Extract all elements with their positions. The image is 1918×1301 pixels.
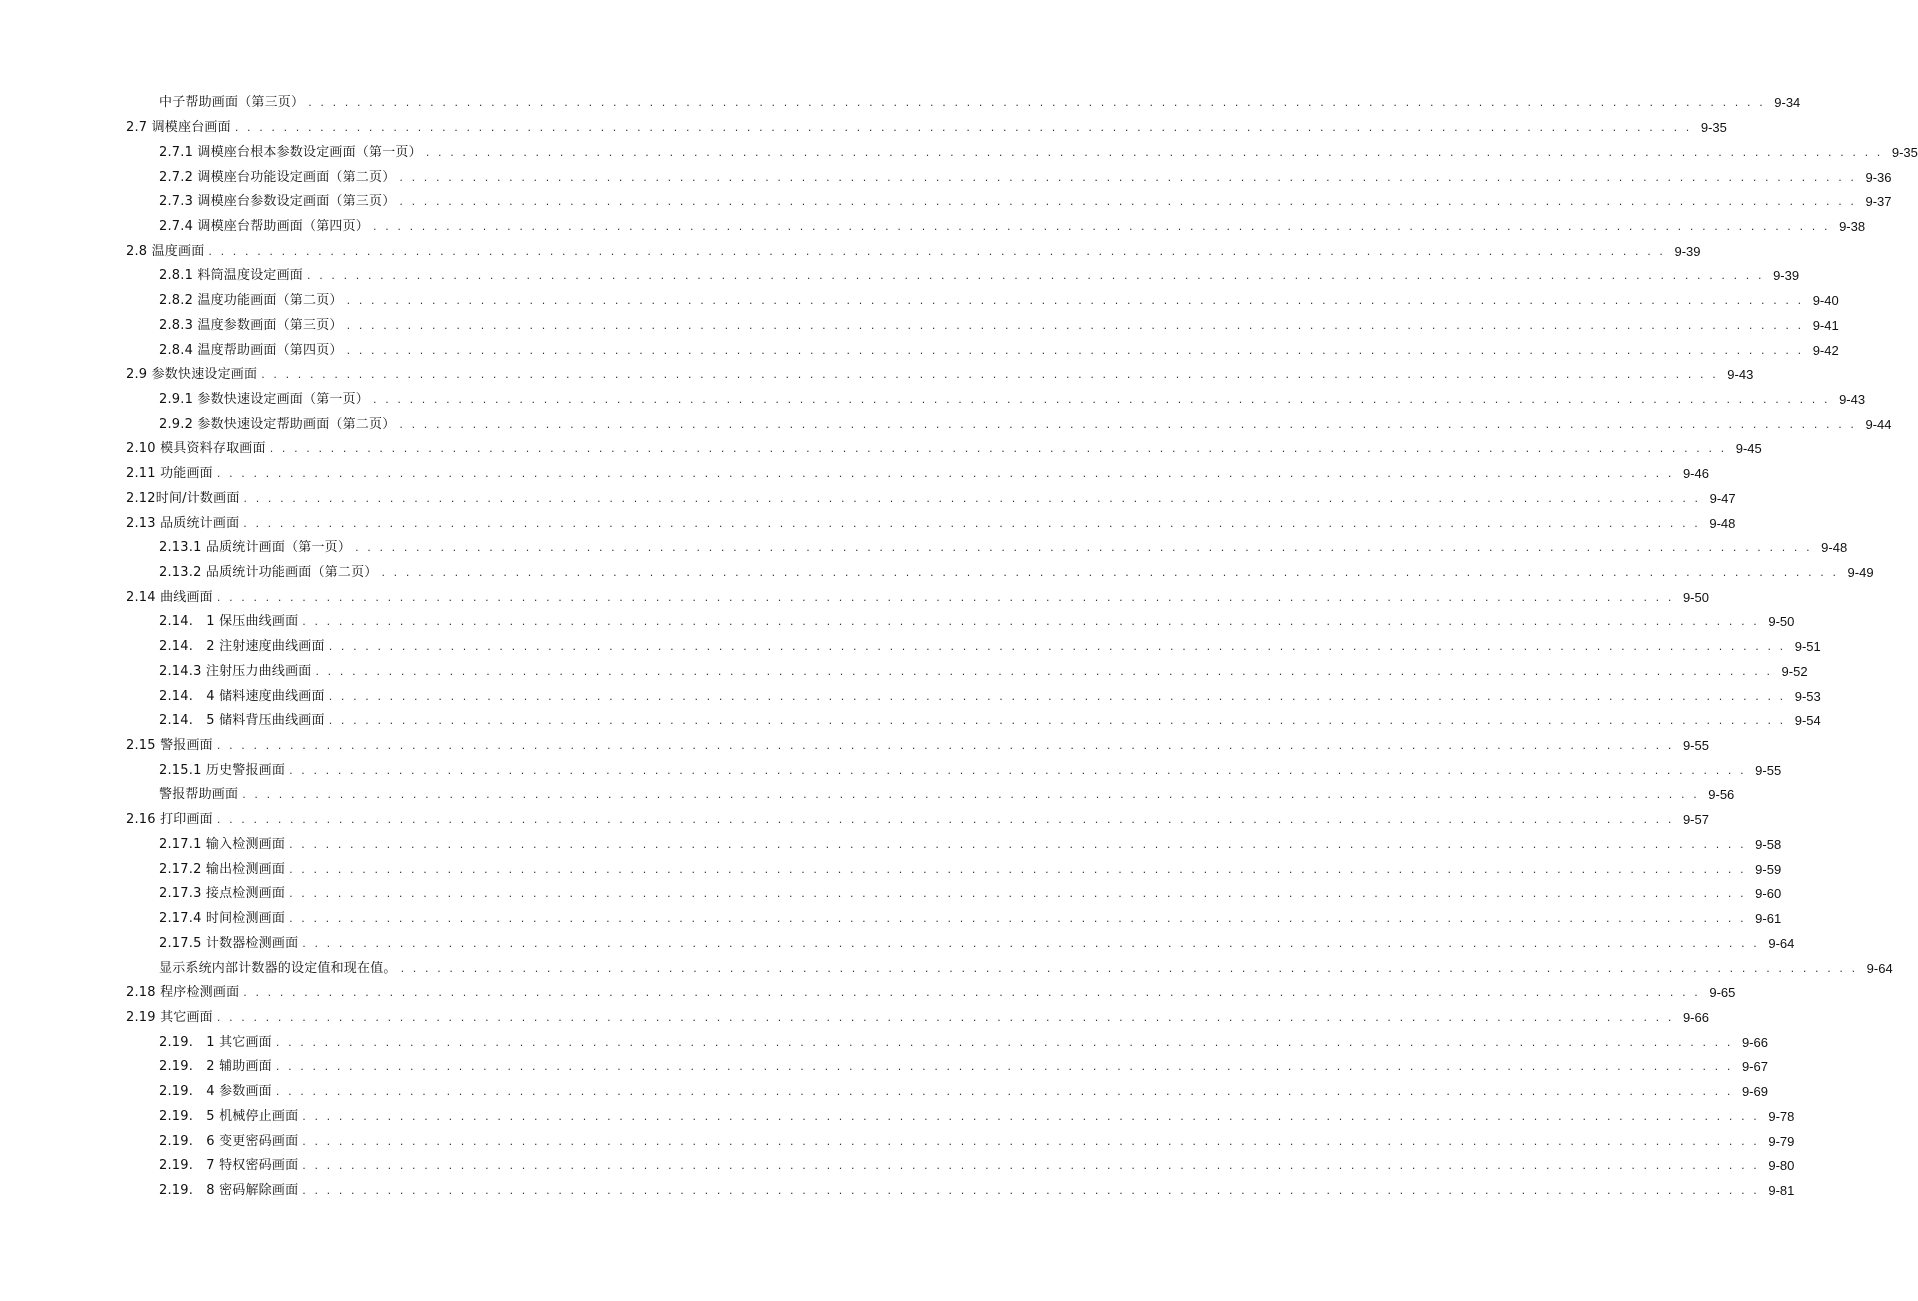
toc-entry[interactable] [0, 758, 1782, 783]
toc-entry-page-number: 9-65 [1709, 985, 1736, 1001]
toc-entry-title: 2.9.2 参数快速设定帮助画面（第二页） [159, 416, 396, 432]
toc-dot-leader: . . . . . . . . . . . . . . . . . . . . . . . . . . . . . . . . . . . . . . . . . . . . . . . . . . . . . . . . . . . . . . . . . . . . . . . . . . . . . . . . . . . . . . . . . . . . . . . . . . . . . . . . . . . . . . . . . . . . . . . . [302, 1134, 1760, 1148]
toc-entry-title: 2.19. 8 密码解除画面 [159, 1182, 299, 1198]
toc-entry-page-number: 9-69 [1741, 1084, 1768, 1100]
toc-entry-page-number: 9-66 [1741, 1034, 1768, 1050]
toc-entry-title: 2.15 警报画面 [126, 738, 213, 754]
toc-entry-page-number: 9-53 [1794, 688, 1821, 704]
toc-entry-title: 2.8 温度画面 [126, 243, 205, 259]
toc-entry[interactable] [0, 1179, 1795, 1204]
toc-entry-title: 2.17.2 输出检测画面 [159, 861, 286, 877]
toc-entry-page-number: 9-54 [1794, 713, 1821, 729]
toc-dot-leader: . . . . . . . . . . . . . . . . . . . . . . . . . . . . . . . . . . . . . . . . . . . . . . . . . . . . . . . . . . . . . . . . . . . . . . . . . . . . . . . . . . . . . . . . . . . . . . . . . . . . . . . . . . . . . . . . . . . . . . . . [208, 244, 1666, 258]
toc-dot-leader: . . . . . . . . . . . . . . . . . . . . . . . . . . . . . . . . . . . . . . . . . . . . . . . . . . . . . . . . . . . . . . . . . . . . . . . . . . . . . . . . . . . . . . . . . . . . . . . . . . . . . . . . . . . . . . . . . . . . . . . . [328, 689, 1786, 703]
toc-dot-leader: . . . . . . . . . . . . . . . . . . . . . . . . . . . . . . . . . . . . . . . . . . . . . . . . . . . . . . . . . . . . . . . . . . . . . . . . . . . . . . . . . . . . . . . . . . . . . . . . . . . . . . . . . . . . . . . . . . . . . . . . [289, 763, 1747, 777]
toc-entry[interactable] [0, 511, 1736, 536]
toc-entry[interactable] [0, 684, 1821, 709]
toc-dot-leader: . . . . . . . . . . . . . . . . . . . . . . . . . . . . . . . . . . . . . . . . . . . . . . . . . . . . . . . . . . . . . . . . . . . . . . . . . . . . . . . . . . . . . . . . . . . . . . . . . . . . . . . . . . . . . . . . . . . . . . . . [242, 788, 1700, 802]
toc-entry[interactable] [0, 165, 1892, 190]
toc-entry-page-number: 9-58 [1755, 836, 1782, 852]
toc-entry[interactable] [0, 734, 1709, 759]
toc-entry-title: 2.9.1 参数快速设定画面（第一页） [159, 391, 370, 407]
toc-entry-page-number: 9-39 [1773, 268, 1800, 284]
toc-entry-title: 2.19. 5 机械停止画面 [159, 1108, 299, 1124]
toc-entry-title: 2.17.3 接点检测画面 [159, 886, 286, 902]
toc-entry-title: 2.16 打印画面 [126, 812, 213, 828]
toc-entry-page-number: 9-61 [1755, 911, 1782, 927]
toc-entry-page-number: 9-35 [1700, 120, 1727, 136]
toc-dot-leader: . . . . . . . . . . . . . . . . . . . . . . . . . . . . . . . . . . . . . . . . . . . . . . . . . . . . . . . . . . . . . . . . . . . . . . . . . . . . . . . . . . . . . . . . . . . . . . . . . . . . . . . . . . . . . . . . . . . . . . . . [275, 1035, 1733, 1049]
toc-entry[interactable] [0, 487, 1736, 512]
toc-entry[interactable] [0, 956, 1893, 981]
toc-entry-page-number: 9-44 [1865, 416, 1892, 432]
toc-entry[interactable] [0, 857, 1782, 882]
toc-dot-leader: . . . . . . . . . . . . . . . . . . . . . . . . . . . . . . . . . . . . . . . . . . . . . . . . . . . . . . . . . . . . . . . . . . . . . . . . . . . . . . . . . . . . . . . . . . . . . . . . . . . . . . . . . . . . . . . . . . . . . . . . [307, 269, 1765, 283]
toc-entry-title: 2.17.5 计数器检测画面 [159, 935, 299, 951]
toc-entry-page-number: 9-43 [1727, 367, 1754, 383]
toc-entry-title: 中子帮助画面（第三页） [159, 95, 305, 111]
toc-dot-leader: . . . . . . . . . . . . . . . . . . . . . . . . . . . . . . . . . . . . . . . . . . . . . . . . . . . . . . . . . . . . . . . . . . . . . . . . . . . . . . . . . . . . . . . . . . . . . . . . . . . . . . . . . . . . . . . . . . . . . . . . [269, 442, 1727, 456]
toc-entry-title: 2.7.2 调模座台功能设定画面（第二页） [159, 169, 396, 185]
toc-entry[interactable] [0, 981, 1736, 1006]
toc-dot-leader: . . . . . . . . . . . . . . . . . . . . . . . . . . . . . . . . . . . . . . . . . . . . . . . . . . . . . . . . . . . . . . . . . . . . . . . . . . . . . . . . . . . . . . . . . . . . . . . . . . . . . . . . . . . . . . . . . . . . . . . . [328, 714, 1786, 728]
toc-entry-page-number: 9-64 [1768, 935, 1795, 951]
toc-entry-title: 2.7.1 调模座台根本参数设定画面（第一页） [159, 144, 422, 160]
toc-entry-title: 2.8.4 温度帮助画面（第四页） [159, 342, 343, 358]
toc-entry-title: 2.15.1 历史警报画面 [159, 762, 286, 778]
toc-entry-page-number: 9-80 [1768, 1158, 1795, 1174]
toc-entry-title: 2.19 其它画面 [126, 1009, 213, 1025]
toc-dot-leader: . . . . . . . . . . . . . . . . . . . . . . . . . . . . . . . . . . . . . . . . . . . . . . . . . . . . . . . . . . . . . . . . . . . . . . . . . . . . . . . . . . . . . . . . . . . . . . . . . . . . . . . . . . . . . . . . . . . . . . . . [425, 145, 1883, 159]
toc-entry-title: 2.19. 7 特权密码画面 [159, 1158, 299, 1174]
toc-entry-title: 2.19. 6 变更密码画面 [159, 1133, 299, 1149]
toc-entry[interactable] [0, 1104, 1795, 1129]
toc-dot-leader: . . . . . . . . . . . . . . . . . . . . . . . . . . . . . . . . . . . . . . . . . . . . . . . . . . . . . . . . . . . . . . . . . . . . . . . . . . . . . . . . . . . . . . . . . . . . . . . . . . . . . . . . . . . . . . . . . . . . . . . . [381, 566, 1839, 580]
toc-entry[interactable] [0, 412, 1892, 437]
toc-entry-title: 2.19. 2 辅助画面 [159, 1059, 272, 1075]
toc-entry-title: 2.13.2 品质统计功能画面（第二页） [159, 565, 378, 581]
toc-entry-title: 2.7 调模座台画面 [126, 120, 231, 136]
toc-entry-page-number: 9-81 [1768, 1182, 1795, 1198]
toc-entry[interactable] [0, 1055, 1768, 1080]
toc-entry-page-number: 9-37 [1865, 194, 1892, 210]
toc-entry[interactable] [0, 931, 1795, 956]
toc-dot-leader: . . . . . . . . . . . . . . . . . . . . . . . . . . . . . . . . . . . . . . . . . . . . . . . . . . . . . . . . . . . . . . . . . . . . . . . . . . . . . . . . . . . . . . . . . . . . . . . . . . . . . . . . . . . . . . . . . . . . . . . . [216, 813, 1674, 827]
toc-entry-page-number: 9-36 [1865, 169, 1892, 185]
toc-entry-title: 2.8.3 温度参数画面（第三页） [159, 317, 343, 333]
toc-dot-leader: . . . . . . . . . . . . . . . . . . . . . . . . . . . . . . . . . . . . . . . . . . . . . . . . . . . . . . . . . . . . . . . . . . . . . . . . . . . . . . . . . . . . . . . . . . . . . . . . . . . . . . . . . . . . . . . . . . . . . . . . [243, 516, 1701, 530]
toc-entry-page-number: 9-59 [1755, 861, 1782, 877]
toc-entry[interactable] [0, 660, 1808, 685]
toc-entry-page-number: 9-60 [1755, 886, 1782, 902]
toc-entry-title: 2.14. 2 注射速度曲线画面 [159, 639, 325, 655]
toc-entry-title: 2.13.1 品质统计画面（第一页） [159, 540, 352, 556]
toc-entry-title: 2.11 功能画面 [126, 466, 213, 482]
toc-dot-leader: . . . . . . . . . . . . . . . . . . . . . . . . . . . . . . . . . . . . . . . . . . . . . . . . . . . . . . . . . . . . . . . . . . . . . . . . . . . . . . . . . . . . . . . . . . . . . . . . . . . . . . . . . . . . . . . . . . . . . . . . [399, 417, 1857, 431]
toc-dot-leader: . . . . . . . . . . . . . . . . . . . . . . . . . . . . . . . . . . . . . . . . . . . . . . . . . . . . . . . . . . . . . . . . . . . . . . . . . . . . . . . . . . . . . . . . . . . . . . . . . . . . . . . . . . . . . . . . . . . . . . . . [216, 1010, 1674, 1024]
toc-entry[interactable] [0, 1030, 1768, 1055]
toc-entry-title: 2.17.1 输入检测画面 [159, 836, 286, 852]
toc-entry[interactable] [0, 1006, 1709, 1031]
toc-entry-page-number: 9-42 [1812, 342, 1839, 358]
toc-dot-leader: . . . . . . . . . . . . . . . . . . . . . . . . . . . . . . . . . . . . . . . . . . . . . . . . . . . . . . . . . . . . . . . . . . . . . . . . . . . . . . . . . . . . . . . . . . . . . . . . . . . . . . . . . . . . . . . . . . . . . . . . [289, 887, 1747, 901]
toc-entry[interactable] [0, 462, 1709, 487]
toc-dot-leader: . . . . . . . . . . . . . . . . . . . . . . . . . . . . . . . . . . . . . . . . . . . . . . . . . . . . . . . . . . . . . . . . . . . . . . . . . . . . . . . . . . . . . . . . . . . . . . . . . . . . . . . . . . . . . . . . . . . . . . . . [261, 368, 1719, 382]
toc-entry-title: 2.7.4 调模座台帮助画面（第四页） [159, 218, 370, 234]
toc-dot-leader: . . . . . . . . . . . . . . . . . . . . . . . . . . . . . . . . . . . . . . . . . . . . . . . . . . . . . . . . . . . . . . . . . . . . . . . . . . . . . . . . . . . . . . . . . . . . . . . . . . . . . . . . . . . . . . . . . . . . . . . . [243, 986, 1701, 1000]
toc-entry[interactable] [0, 388, 1866, 413]
toc-entry-page-number: 9-55 [1755, 762, 1782, 778]
toc-entry-page-number: 9-64 [1866, 960, 1893, 976]
toc-entry-title: 警报帮助画面 [159, 787, 239, 803]
toc-entry-title: 2.12时间/计数画面 [126, 490, 240, 506]
toc-entry[interactable] [0, 585, 1709, 610]
toc-dot-leader: . . . . . . . . . . . . . . . . . . . . . . . . . . . . . . . . . . . . . . . . . . . . . . . . . . . . . . . . . . . . . . . . . . . . . . . . . . . . . . . . . . . . . . . . . . . . . . . . . . . . . . . . . . . . . . . . . . . . . . . . [243, 491, 1701, 505]
toc-entry[interactable] [0, 239, 1701, 264]
toc-entry-title: 2.18 程序检测画面 [126, 985, 240, 1001]
toc-entry-title: 2.14. 1 保压曲线画面 [159, 614, 299, 630]
toc-entry[interactable] [0, 264, 1800, 289]
toc-entry-title: 2.19. 1 其它画面 [159, 1034, 272, 1050]
toc-entry-title: 2.13 品质统计画面 [126, 515, 240, 531]
toc-entry-page-number: 9-35 [1891, 144, 1918, 160]
toc-dot-leader: . . . . . . . . . . . . . . . . . . . . . . . . . . . . . . . . . . . . . . . . . . . . . . . . . . . . . . . . . . . . . . . . . . . . . . . . . . . . . . . . . . . . . . . . . . . . . . . . . . . . . . . . . . . . . . . . . . . . . . . . [302, 1109, 1760, 1123]
toc-entry[interactable] [0, 1154, 1795, 1179]
toc-entry-page-number: 9-78 [1768, 1108, 1795, 1124]
toc-entry-page-number: 9-46 [1682, 466, 1709, 482]
toc-entry-page-number: 9-38 [1839, 218, 1866, 234]
table-of-contents [0, 91, 1918, 1203]
toc-entry[interactable] [0, 363, 1754, 388]
toc-dot-leader: . . . . . . . . . . . . . . . . . . . . . . . . . . . . . . . . . . . . . . . . . . . . . . . . . . . . . . . . . . . . . . . . . . . . . . . . . . . . . . . . . . . . . . . . . . . . . . . . . . . . . . . . . . . . . . . . . . . . . . . . [289, 837, 1747, 851]
toc-dot-leader: . . . . . . . . . . . . . . . . . . . . . . . . . . . . . . . . . . . . . . . . . . . . . . . . . . . . . . . . . . . . . . . . . . . . . . . . . . . . . . . . . . . . . . . . . . . . . . . . . . . . . . . . . . . . . . . . . . . . . . . . [216, 467, 1674, 481]
toc-dot-leader: . . . . . . . . . . . . . . . . . . . . . . . . . . . . . . . . . . . . . . . . . . . . . . . . . . . . . . . . . . . . . . . . . . . . . . . . . . . . . . . . . . . . . . . . . . . . . . . . . . . . . . . . . . . . . . . . . . . . . . . . [373, 219, 1831, 233]
toc-entry-page-number: 9-66 [1682, 1009, 1709, 1025]
toc-entry[interactable] [0, 190, 1892, 215]
toc-dot-leader: . . . . . . . . . . . . . . . . . . . . . . . . . . . . . . . . . . . . . . . . . . . . . . . . . . . . . . . . . . . . . . . . . . . . . . . . . . . . . . . . . . . . . . . . . . . . . . . . . . . . . . . . . . . . . . . . . . . . . . . . [302, 615, 1760, 629]
toc-entry[interactable] [0, 91, 1801, 116]
toc-entry-title: 显示系统内部计数器的设定值和现在值。 [159, 960, 397, 976]
toc-dot-leader: . . . . . . . . . . . . . . . . . . . . . . . . . . . . . . . . . . . . . . . . . . . . . . . . . . . . . . . . . . . . . . . . . . . . . . . . . . . . . . . . . . . . . . . . . . . . . . . . . . . . . . . . . . . . . . . . . . . . . . . . [216, 739, 1674, 753]
toc-entry-page-number: 9-39 [1674, 243, 1701, 259]
toc-entry-page-number: 9-67 [1741, 1059, 1768, 1075]
toc-entry-page-number: 9-50 [1768, 614, 1795, 630]
toc-entry-page-number: 9-47 [1709, 490, 1736, 506]
toc-entry-page-number: 9-51 [1794, 639, 1821, 655]
toc-entry[interactable] [0, 313, 1839, 338]
toc-entry-title: 2.14 曲线画面 [126, 589, 213, 605]
toc-entry-title: 2.7.3 调模座台参数设定画面（第三页） [159, 194, 396, 210]
toc-entry-title: 2.19. 4 参数画面 [159, 1084, 272, 1100]
toc-entry[interactable] [0, 116, 1727, 141]
toc-entry[interactable] [0, 882, 1782, 907]
toc-entry-page-number: 9-50 [1682, 589, 1709, 605]
toc-dot-leader: . . . . . . . . . . . . . . . . . . . . . . . . . . . . . . . . . . . . . . . . . . . . . . . . . . . . . . . . . . . . . . . . . . . . . . . . . . . . . . . . . . . . . . . . . . . . . . . . . . . . . . . . . . . . . . . . . . . . . . . . [289, 862, 1747, 876]
toc-entry[interactable] [0, 635, 1821, 660]
toc-entry-title: 2.8.1 料筒温度设定画面 [159, 268, 304, 284]
toc-entry-page-number: 9-41 [1812, 317, 1839, 333]
toc-dot-leader: . . . . . . . . . . . . . . . . . . . . . . . . . . . . . . . . . . . . . . . . . . . . . . . . . . . . . . . . . . . . . . . . . . . . . . . . . . . . . . . . . . . . . . . . . . . . . . . . . . . . . . . . . . . . . . . . . . . . . . . . [308, 96, 1766, 110]
toc-entry[interactable] [0, 833, 1782, 858]
toc-dot-leader: . . . . . . . . . . . . . . . . . . . . . . . . . . . . . . . . . . . . . . . . . . . . . . . . . . . . . . . . . . . . . . . . . . . . . . . . . . . . . . . . . . . . . . . . . . . . . . . . . . . . . . . . . . . . . . . . . . . . . . . . [302, 936, 1760, 950]
toc-entry-page-number: 9-52 [1781, 663, 1808, 679]
toc-entry[interactable] [0, 907, 1782, 932]
toc-entry[interactable] [0, 289, 1839, 314]
toc-entry[interactable] [0, 215, 1866, 240]
toc-entry[interactable] [0, 536, 1848, 561]
toc-entry[interactable] [0, 1129, 1795, 1154]
toc-entry-title: 2.8.2 温度功能画面（第二页） [159, 293, 343, 309]
toc-entry-page-number: 9-79 [1768, 1133, 1795, 1149]
toc-dot-leader: . . . . . . . . . . . . . . . . . . . . . . . . . . . . . . . . . . . . . . . . . . . . . . . . . . . . . . . . . . . . . . . . . . . . . . . . . . . . . . . . . . . . . . . . . . . . . . . . . . . . . . . . . . . . . . . . . . . . . . . . [346, 343, 1804, 357]
toc-entry[interactable] [0, 561, 1874, 586]
toc-dot-leader: . . . . . . . . . . . . . . . . . . . . . . . . . . . . . . . . . . . . . . . . . . . . . . . . . . . . . . . . . . . . . . . . . . . . . . . . . . . . . . . . . . . . . . . . . . . . . . . . . . . . . . . . . . . . . . . . . . . . . . . . [275, 1085, 1733, 1099]
toc-entry-page-number: 9-57 [1682, 812, 1709, 828]
toc-dot-leader: . . . . . . . . . . . . . . . . . . . . . . . . . . . . . . . . . . . . . . . . . . . . . . . . . . . . . . . . . . . . . . . . . . . . . . . . . . . . . . . . . . . . . . . . . . . . . . . . . . . . . . . . . . . . . . . . . . . . . . . . [373, 392, 1831, 406]
toc-entry[interactable] [0, 808, 1709, 833]
toc-dot-leader: . . . . . . . . . . . . . . . . . . . . . . . . . . . . . . . . . . . . . . . . . . . . . . . . . . . . . . . . . . . . . . . . . . . . . . . . . . . . . . . . . . . . . . . . . . . . . . . . . . . . . . . . . . . . . . . . . . . . . . . . [399, 170, 1857, 184]
toc-entry-page-number: 9-48 [1709, 515, 1736, 531]
toc-dot-leader: . . . . . . . . . . . . . . . . . . . . . . . . . . . . . . . . . . . . . . . . . . . . . . . . . . . . . . . . . . . . . . . . . . . . . . . . . . . . . . . . . . . . . . . . . . . . . . . . . . . . . . . . . . . . . . . . . . . . . . . . [302, 1183, 1760, 1197]
toc-entry[interactable] [0, 783, 1735, 808]
toc-dot-leader: . . . . . . . . . . . . . . . . . . . . . . . . . . . . . . . . . . . . . . . . . . . . . . . . . . . . . . . . . . . . . . . . . . . . . . . . . . . . . . . . . . . . . . . . . . . . . . . . . . . . . . . . . . . . . . . . . . . . . . . . [346, 294, 1804, 308]
toc-entry-title: 2.9 参数快速设定画面 [126, 367, 258, 383]
toc-dot-leader: . . . . . . . . . . . . . . . . . . . . . . . . . . . . . . . . . . . . . . . . . . . . . . . . . . . . . . . . . . . . . . . . . . . . . . . . . . . . . . . . . . . . . . . . . . . . . . . . . . . . . . . . . . . . . . . . . . . . . . . . [234, 121, 1692, 135]
toc-entry[interactable] [0, 437, 1762, 462]
toc-entry-title: 2.10 模具资料存取画面 [126, 441, 266, 457]
toc-entry-title: 2.14.3 注射压力曲线画面 [159, 663, 312, 679]
toc-entry[interactable] [0, 338, 1839, 363]
toc-entry-page-number: 9-40 [1812, 293, 1839, 309]
toc-dot-leader: . . . . . . . . . . . . . . . . . . . . . . . . . . . . . . . . . . . . . . . . . . . . . . . . . . . . . . . . . . . . . . . . . . . . . . . . . . . . . . . . . . . . . . . . . . . . . . . . . . . . . . . . . . . . . . . . . . . . . . . . [289, 912, 1747, 926]
toc-entry-title: 2.14. 4 储料速度曲线画面 [159, 688, 325, 704]
toc-entry[interactable] [0, 140, 1918, 165]
toc-dot-leader: . . . . . . . . . . . . . . . . . . . . . . . . . . . . . . . . . . . . . . . . . . . . . . . . . . . . . . . . . . . . . . . . . . . . . . . . . . . . . . . . . . . . . . . . . . . . . . . . . . . . . . . . . . . . . . . . . . . . . . . . [399, 195, 1857, 209]
toc-entry-page-number: 9-34 [1774, 95, 1801, 111]
toc-entry-title: 2.17.4 时间检测画面 [159, 911, 286, 927]
toc-entry[interactable] [0, 610, 1795, 635]
toc-entry-page-number: 9-55 [1682, 738, 1709, 754]
toc-dot-leader: . . . . . . . . . . . . . . . . . . . . . . . . . . . . . . . . . . . . . . . . . . . . . . . . . . . . . . . . . . . . . . . . . . . . . . . . . . . . . . . . . . . . . . . . . . . . . . . . . . . . . . . . . . . . . . . . . . . . . . . . [355, 541, 1813, 555]
toc-entry-page-number: 9-48 [1821, 540, 1848, 556]
toc-dot-leader: . . . . . . . . . . . . . . . . . . . . . . . . . . . . . . . . . . . . . . . . . . . . . . . . . . . . . . . . . . . . . . . . . . . . . . . . . . . . . . . . . . . . . . . . . . . . . . . . . . . . . . . . . . . . . . . . . . . . . . . . [275, 1060, 1733, 1074]
toc-entry-title: 2.14. 5 储料背压曲线画面 [159, 713, 325, 729]
toc-dot-leader: . . . . . . . . . . . . . . . . . . . . . . . . . . . . . . . . . . . . . . . . . . . . . . . . . . . . . . . . . . . . . . . . . . . . . . . . . . . . . . . . . . . . . . . . . . . . . . . . . . . . . . . . . . . . . . . . . . . . . . . . [216, 590, 1674, 604]
toc-dot-leader: . . . . . . . . . . . . . . . . . . . . . . . . . . . . . . . . . . . . . . . . . . . . . . . . . . . . . . . . . . . . . . . . . . . . . . . . . . . . . . . . . . . . . . . . . . . . . . . . . . . . . . . . . . . . . . . . . . . . . . . . [315, 664, 1773, 678]
toc-dot-leader: . . . . . . . . . . . . . . . . . . . . . . . . . . . . . . . . . . . . . . . . . . . . . . . . . . . . . . . . . . . . . . . . . . . . . . . . . . . . . . . . . . . . . . . . . . . . . . . . . . . . . . . . . . . . . . . . . . . . . . . . [400, 961, 1858, 975]
toc-dot-leader: . . . . . . . . . . . . . . . . . . . . . . . . . . . . . . . . . . . . . . . . . . . . . . . . . . . . . . . . . . . . . . . . . . . . . . . . . . . . . . . . . . . . . . . . . . . . . . . . . . . . . . . . . . . . . . . . . . . . . . . . [302, 1159, 1760, 1173]
toc-dot-leader: . . . . . . . . . . . . . . . . . . . . . . . . . . . . . . . . . . . . . . . . . . . . . . . . . . . . . . . . . . . . . . . . . . . . . . . . . . . . . . . . . . . . . . . . . . . . . . . . . . . . . . . . . . . . . . . . . . . . . . . . [346, 318, 1804, 332]
toc-entry[interactable] [0, 709, 1821, 734]
toc-entry-page-number: 9-45 [1735, 441, 1762, 457]
toc-dot-leader: . . . . . . . . . . . . . . . . . . . . . . . . . . . . . . . . . . . . . . . . . . . . . . . . . . . . . . . . . . . . . . . . . . . . . . . . . . . . . . . . . . . . . . . . . . . . . . . . . . . . . . . . . . . . . . . . . . . . . . . . [328, 640, 1786, 654]
toc-entry[interactable] [0, 1080, 1768, 1105]
toc-entry-page-number: 9-49 [1847, 565, 1874, 581]
toc-entry-page-number: 9-56 [1708, 787, 1735, 803]
toc-entry-page-number: 9-43 [1839, 391, 1866, 407]
